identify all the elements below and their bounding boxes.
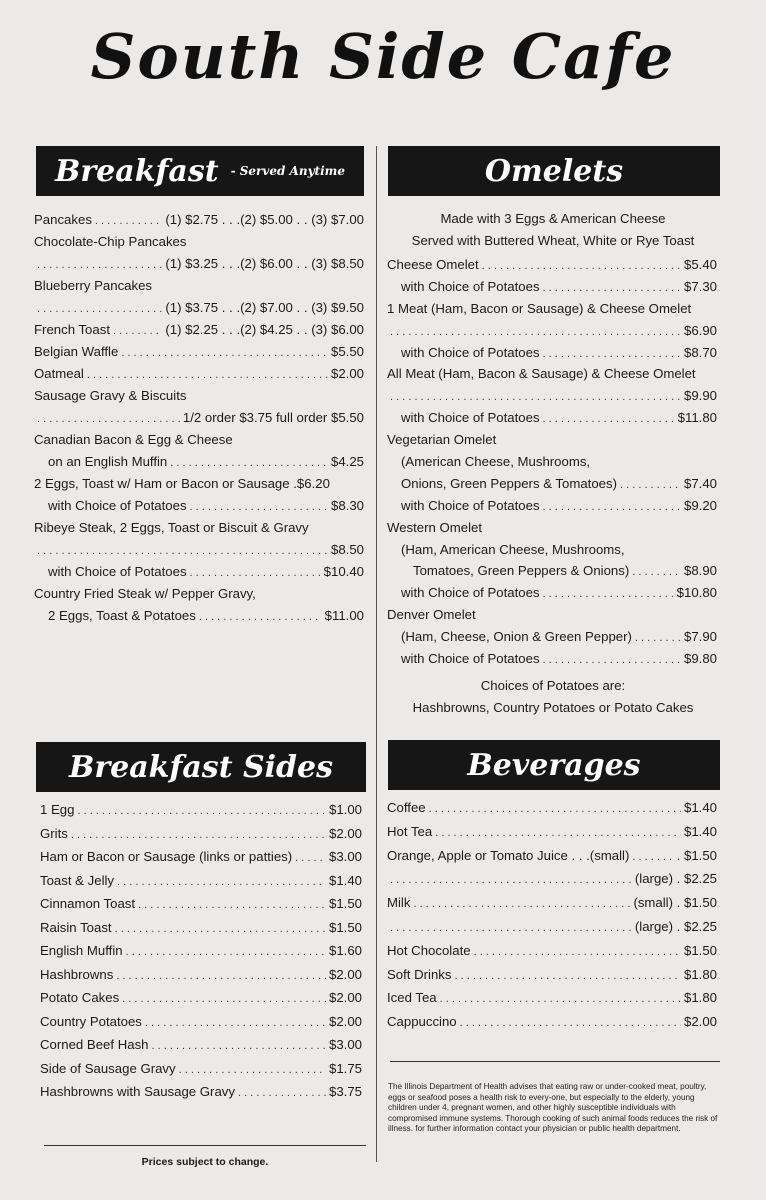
item-name: on an English Muffin: [48, 454, 168, 469]
beverages-list: [387, 796, 717, 1034]
item-name: Milk: [387, 895, 411, 911]
item-price: $11.80: [677, 410, 717, 426]
item-name: Country Potatoes: [40, 1013, 142, 1029]
item-name: Pancakes: [34, 212, 92, 227]
potato-choices-list: Hashbrowns, Country Potatoes or Potato Cakes: [412, 700, 694, 715]
sides-banner: [36, 742, 366, 792]
item-name: Orange, Apple or Tomato Juice . . .(small): [387, 847, 630, 863]
menu-line: 2 Eggs, Toast w/ Ham or Bacon or Sausage .$6.20: [34, 476, 330, 491]
menu-item: [40, 963, 362, 987]
item-name: Coffee: [387, 800, 426, 815]
item-price: $1.75: [328, 1060, 362, 1076]
menu-item: [40, 939, 362, 963]
menu-item: [387, 1010, 717, 1034]
item-price: $1.50: [328, 919, 362, 935]
item-name: Hashbrowns with Sausage Gravy: [40, 1084, 235, 1099]
menu-item: [387, 796, 717, 820]
dot-leader: [390, 387, 681, 409]
dot-leader: [77, 800, 326, 824]
item-price: $7.30: [683, 278, 717, 294]
item-price: $5.50: [330, 344, 364, 359]
dot-leader: [632, 846, 673, 870]
dot-leader: [455, 965, 681, 989]
menu-item: [387, 867, 717, 891]
dot-leader: [295, 847, 326, 871]
beverages-rule: [390, 1061, 720, 1062]
menu-item: [40, 1080, 362, 1104]
dot-leader: [95, 210, 162, 232]
dot-leader: [429, 798, 681, 822]
item-name: (Ham, Cheese, Onion & Green Pepper): [401, 629, 632, 645]
menu-item: [34, 297, 364, 319]
dot-leader: [145, 1012, 326, 1036]
menu-item: [40, 892, 362, 916]
menu-item: [387, 342, 717, 364]
omelets-intro: [388, 208, 718, 252]
dot-leader: [199, 606, 322, 628]
menu-item: [34, 341, 364, 363]
menu-line: Blueberry Pancakes: [34, 278, 153, 293]
item-price: $1.50: [683, 942, 717, 958]
menu-item: [387, 986, 717, 1010]
item-name: Raisin Toast: [40, 919, 112, 935]
item-name: Onions, Green Peppers & Tomatoes): [401, 475, 617, 491]
item-price: $2.00: [683, 1014, 717, 1030]
dot-leader: [126, 941, 326, 965]
dot-leader: [238, 1082, 326, 1106]
item-price: $3.75: [328, 1084, 362, 1099]
menu-item: [387, 963, 717, 987]
item-name: Hot Chocolate: [387, 942, 471, 958]
item-price: $5.40: [683, 257, 717, 272]
item-name: with Choice of Potatoes: [48, 564, 187, 579]
item-name: with Choice of Potatoes: [401, 410, 540, 426]
item-price: (large) . $2.25: [634, 871, 717, 887]
menu-item: [387, 939, 717, 963]
menu-item: [34, 605, 364, 627]
item-price: $4.25: [330, 454, 364, 469]
dot-leader: [632, 562, 681, 584]
dot-leader: [37, 408, 180, 430]
menu-item: [387, 626, 717, 648]
menu-item: [34, 209, 364, 231]
potato-choices: [388, 675, 718, 719]
menu-line: Canadian Bacon & Egg & Cheese: [34, 432, 233, 447]
menu-item: [387, 407, 717, 429]
omelets-banner: [388, 146, 720, 196]
item-name: 1 Egg: [40, 802, 75, 817]
menu-item: [34, 407, 364, 429]
menu-item: [40, 845, 362, 869]
item-price: $2.00: [330, 366, 364, 381]
item-price: $2.00: [328, 825, 362, 841]
item-name: Potato Cakes: [40, 990, 120, 1005]
dot-leader: [543, 344, 681, 366]
menu-line: All Meat (Ham, Bacon & Sausage) & Cheese Omelet: [387, 366, 696, 382]
dot-leader: [190, 496, 328, 518]
item-price: $10.40: [323, 564, 364, 579]
dot-leader: [440, 988, 681, 1012]
menu-item: [387, 320, 717, 342]
item-name: with Choice of Potatoes: [401, 585, 540, 601]
breakfast-subheading: - Served Anytime: [230, 164, 345, 178]
item-price: $1.00: [328, 802, 362, 817]
menu-line: Western Omelet: [387, 519, 483, 535]
item-price: $9.80: [683, 651, 717, 667]
dot-leader: [460, 1012, 681, 1036]
item-price: $7.90: [683, 629, 717, 645]
dot-leader: [152, 1035, 326, 1059]
item-price: (1) $2.25 . . .(2) $4.25 . . (3) $6.00: [165, 322, 364, 337]
item-price: $7.40: [683, 475, 717, 491]
menu-line: Chocolate-Chip Pancakes: [34, 234, 187, 249]
menu-item: [40, 1010, 362, 1034]
menu-item: [387, 560, 717, 582]
item-price: $9.20: [683, 497, 717, 513]
menu-item: [387, 495, 717, 517]
item-price: $8.30: [330, 498, 364, 513]
menu-line: (American Cheese, Mushrooms,: [401, 454, 591, 470]
menu-item: [387, 254, 717, 276]
menu-item: [34, 253, 364, 275]
item-price: (large) . $2.25: [634, 918, 717, 934]
menu-item: [40, 1057, 362, 1081]
item-price: $8.90: [683, 563, 717, 579]
item-name: Belgian Waffle: [34, 344, 119, 359]
menu-item: [34, 495, 364, 517]
dot-leader: [115, 918, 326, 942]
item-price: (1) $3.25 . . .(2) $6.00 . . (3) $8.50: [165, 256, 364, 271]
item-price: $9.90: [683, 388, 717, 404]
sides-rule: [44, 1145, 366, 1146]
dot-leader: [37, 298, 162, 320]
dot-leader: [37, 540, 328, 562]
item-name: Cinnamon Toast: [40, 896, 136, 911]
item-price: $2.00: [328, 966, 362, 982]
dot-leader: [543, 584, 674, 606]
item-price: $1.60: [328, 943, 362, 958]
item-name: Cappuccino: [387, 1014, 457, 1030]
item-name: Tomatoes, Green Peppers & Onions): [413, 563, 630, 579]
item-name: French Toast: [34, 322, 110, 337]
dot-leader: [170, 452, 328, 474]
item-name: Side of Sausage Gravy: [40, 1060, 176, 1076]
item-price: $3.00: [328, 1037, 362, 1052]
menu-line: Sausage Gravy & Biscuits: [34, 388, 187, 403]
item-price: (1) $2.75 . . .(2) $5.00 . . (3) $7.00: [165, 212, 364, 227]
menu-item: [34, 363, 364, 385]
item-name: with Choice of Potatoes: [401, 344, 540, 360]
menu-line: Ribeye Steak, 2 Eggs, Toast or Biscuit & Gravy: [34, 520, 309, 535]
menu-item: [40, 1033, 362, 1057]
dot-leader: [87, 364, 328, 386]
item-price: (small) . $1.50: [633, 895, 717, 911]
breakfast-list: [34, 209, 364, 627]
item-price: $11.00: [324, 608, 364, 623]
dot-leader: [543, 650, 681, 672]
item-price: $2.00: [328, 990, 362, 1005]
dot-leader: [190, 562, 321, 584]
dot-leader: [635, 628, 681, 650]
item-name: 2 Eggs, Toast & Potatoes: [48, 608, 196, 623]
dot-leader: [390, 869, 632, 893]
dot-leader: [435, 822, 681, 846]
menu-item: [387, 820, 717, 844]
menu-item: [387, 648, 717, 670]
menu-line: (Ham, American Cheese, Mushrooms,: [401, 541, 625, 557]
menu-item: [387, 844, 717, 868]
menu-item: [387, 582, 717, 604]
omelets-intro-line: Made with 3 Eggs & American Cheese: [440, 211, 666, 226]
health-notice: The Illinois Department of Health advises that eating raw or under-cooked meat, poultry, eggs or seafood poses a health risk to every-one, but especially to the elderly, young children under 4, pregnant women, and other highly susceptible individuals with compromised immune systems. Thorough cooking of such animal foods reduces the risk of illness. for further information contact your physician or public health department.: [388, 1082, 718, 1134]
menu-item: [34, 561, 364, 583]
omelets-intro-line: Served with Buttered Wheat, White or Rye Toast: [411, 233, 695, 248]
item-name: Oatmeal: [34, 366, 84, 381]
item-price: $3.00: [328, 849, 362, 864]
item-price: $6.90: [683, 322, 717, 338]
menu-line: 1 Meat (Ham, Bacon or Sausage) & Cheese Omelet: [387, 300, 692, 316]
item-name: Soft Drinks: [387, 966, 452, 982]
menu-line: Denver Omelet: [387, 607, 476, 623]
menu-item: [34, 539, 364, 561]
menu-item: [387, 473, 717, 495]
item-name: Hashbrowns: [40, 966, 114, 982]
sides-heading: Breakfast Sides: [68, 749, 334, 785]
dot-leader: [482, 256, 681, 278]
dot-leader: [474, 941, 681, 965]
item-price: $1.40: [328, 872, 362, 888]
omelets-list: [387, 254, 717, 670]
menu-item: [40, 798, 362, 822]
item-name: with Choice of Potatoes: [401, 651, 540, 667]
dot-leader: [71, 824, 326, 848]
breakfast-heading: Breakfast: [55, 153, 219, 189]
menu-item: [34, 319, 364, 341]
item-name: Hot Tea: [387, 823, 433, 839]
dot-leader: [113, 320, 162, 342]
item-name: Ham or Bacon or Sausage (links or patties): [40, 849, 293, 864]
menu-item: [34, 451, 364, 473]
dot-leader: [413, 893, 630, 917]
dot-leader: [122, 988, 326, 1012]
menu-line: Vegetarian Omelet: [387, 432, 497, 448]
page-title: South Side Cafe: [90, 20, 676, 93]
item-name: Cheese Omelet: [387, 257, 479, 272]
item-price: $8.50: [330, 542, 364, 557]
menu-item: [387, 915, 717, 939]
menu-item: [387, 385, 717, 407]
dot-leader: [116, 965, 326, 989]
item-name: with Choice of Potatoes: [401, 278, 540, 294]
item-name: Grits: [40, 825, 68, 841]
dot-leader: [543, 497, 681, 519]
menu-item: [387, 891, 717, 915]
beverages-banner: [388, 740, 720, 790]
dot-leader: [138, 894, 326, 918]
item-price: $10.80: [676, 585, 717, 601]
item-price: $1.50: [328, 896, 362, 911]
menu-item: [40, 822, 362, 846]
breakfast-banner: [36, 146, 364, 196]
menu-item: [40, 916, 362, 940]
item-name: Corned Beef Hash: [40, 1037, 149, 1052]
dot-leader: [620, 475, 681, 497]
item-name: Toast & Jelly: [40, 872, 115, 888]
dot-leader: [543, 409, 675, 431]
menu-item: [387, 276, 717, 298]
dot-leader: [543, 278, 681, 300]
sides-list: [40, 798, 362, 1104]
dot-leader: [390, 917, 632, 941]
dot-leader: [121, 342, 328, 364]
item-price: (1) $3.75 . . .(2) $7.00 . . (3) $9.50: [165, 300, 364, 315]
omelets-heading: Omelets: [484, 153, 624, 189]
dot-leader: [117, 871, 326, 895]
dot-leader: [390, 322, 681, 344]
dot-leader: [37, 254, 162, 276]
item-price: $8.70: [683, 344, 717, 360]
menu-item: [40, 869, 362, 893]
item-price: $1.40: [683, 823, 717, 839]
beverages-heading: Beverages: [467, 747, 641, 783]
item-name: with Choice of Potatoes: [48, 498, 187, 513]
menu-item: [40, 986, 362, 1010]
item-price: $1.80: [683, 990, 717, 1006]
item-price: $1.80: [683, 966, 717, 982]
item-price: $1.40: [683, 800, 717, 815]
column-divider: [376, 146, 377, 1162]
item-price: . $1.50: [676, 847, 717, 863]
menu-line: Country Fried Steak w/ Pepper Gravy,: [34, 586, 256, 601]
item-price: 1/2 order $3.75 full order $5.50: [182, 410, 364, 425]
potato-choices-title: Choices of Potatoes are:: [480, 678, 626, 693]
item-name: Iced Tea: [387, 990, 437, 1006]
prices-note: Prices subject to change.: [141, 1156, 269, 1168]
dot-leader: [179, 1059, 326, 1083]
item-name: with Choice of Potatoes: [401, 497, 540, 513]
item-name: English Muffin: [40, 943, 123, 958]
item-price: $2.00: [328, 1013, 362, 1029]
